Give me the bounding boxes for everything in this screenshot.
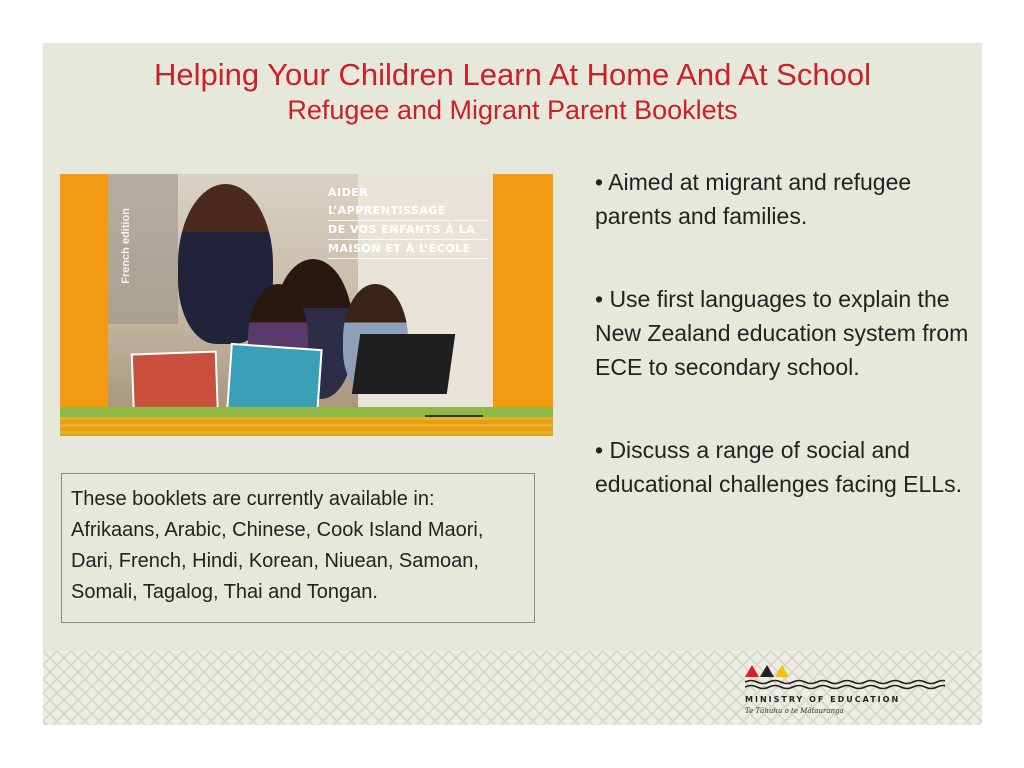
- cover-heading-line: DE VOS ENFANTS À LA: [328, 221, 488, 240]
- slide: [43, 43, 982, 725]
- cover-heading: [328, 184, 488, 259]
- photo-window: [108, 174, 178, 324]
- title-block: [43, 57, 982, 127]
- bullet-item: • Use first languages to explain the New Zealand education system from ECE to secondary school.: [595, 286, 969, 380]
- booklet-cover-image: [60, 174, 553, 436]
- cover-heading-line: MAISON ET À L’ÉCOLE: [328, 240, 488, 259]
- cover-edition: French edition: [120, 208, 132, 284]
- ministry-logo-name: MINISTRY OF EDUCATION: [745, 695, 901, 704]
- ministry-logo-tagline: Te Tāhuhu o te Mātauranga: [745, 707, 844, 715]
- bullet-item: • Discuss a range of social and educational challenges facing ELLs.: [595, 437, 962, 497]
- bullet-item: • Aimed at migrant and refugee parents and families.: [595, 169, 912, 229]
- photo-laptop: [352, 334, 455, 394]
- slide-subtitle: Refugee and Migrant Parent Booklets: [287, 95, 738, 125]
- availability-box: These booklets are currently available in: Afrikaans, Arabic, Chinese, Cook Island Maori, Dari, French, Hindi, Korean, Niuean, Samoan, Somali, Tagalog, Thai and Tongan.: [61, 473, 535, 623]
- ministry-logo-icon: [745, 661, 945, 695]
- ministry-logo: [745, 661, 945, 721]
- cover-heading-line: AIDER L’APPRENTISSAGE: [328, 184, 488, 221]
- slide-title: Helping Your Children Learn At Home And At School: [154, 57, 871, 92]
- cover-logo: [425, 415, 483, 427]
- bullet-list: [595, 165, 975, 550]
